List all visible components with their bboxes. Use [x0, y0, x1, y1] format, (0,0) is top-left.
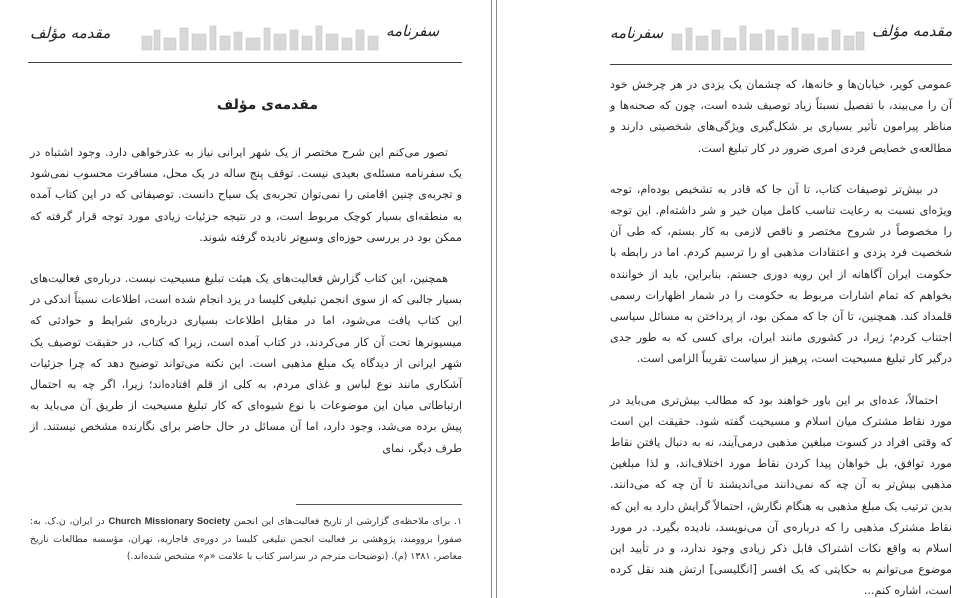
- paragraph: همچنین، این کتاب گزارش فعالیت‌های یک هیئت تبلیغ مسیحیت نیست. درباره‌ی فعالیت‌های بسیار جالبی که از سوی انجمن تبلیغی کلیسا در یزد انجام شده است، اطلاعات نسبتاً اندکی در این کتاب یافت می‌شود، اما در مقابل اطلاعات بسیاری درباره‌ی شرایط و حوادثی که میسیونرها تحت آن کار می‌کردند، در کتاب آمده است، زیرا که کتاب، در حقیقت توصیف یک شهر ایرانی از دیدگاه یک مبلغ مذهبی است. این نکته می‌تواند توضیح دهد که چرا جزئیات آشکاری مانند نوع لباس و غذای مردم، به کلی از قلم افتاده‌اند؛ زیرا، اگر چه به احتمال ارتباطاتی میان این موضوعات با نوع شیوه‌ای که کار تبلیغ مسیحیت از طریق آن می‌باید به پیش برده می‌شد، وجود دارد، اما آن مسائل در حال حاضر برای نگارنده مشخص نیستند. از طرف دیگر، نمای: [30, 272, 462, 455]
- paragraph: در بیش‌تر توصیفات کتاب، تا آن جا که قادر به تشخیص بوده‌ام، توجه ویژه‌ای نسبت به رعایت تناسب کامل میان خیر و شر داشته‌ام. این توجه را مخصوصاً در شروح مختصر و ناقص لازمی به کار بستم، که طی آن شخصیت فرد یزدی و اعتقادات مذهبی او را ترسیم کردم. اما در رابطه با حکومت ایران آگاهانه از این رویه دوری جستم. بنابراین، باید از خواننده بخواهم که تمام اشارات مربوط به حکومت را در شمار اظهارات رسمی قلمداد کند. همچنین، تا آن جا که ممکن بود، از پرداختن به مسائل سیاسی اجتناب کردم؛ زیرا، در کشوری مانند ایران، برای کسی که به طور جدی درگیر کار تبلیغ مسیحیت است، پرهیز از سیاست تقریباً الزامی است.: [610, 182, 952, 366]
- left-body-text: [30, 142, 462, 479]
- footnote-org-name: Church Missionary Society: [108, 515, 231, 526]
- footnote: [30, 512, 462, 566]
- header-logo-secondary: مقدمه مؤلف: [30, 24, 111, 42]
- footnote-rule: [296, 504, 462, 505]
- skyline-decoration: [670, 22, 866, 52]
- gutter-line: [491, 0, 492, 598]
- paragraph: احتمالاً، عده‌ای بر این باور خواهند بود که مطالب بیش‌تری می‌باید در مورد نقاط مشترک میان اسلام و مسیحیت گفته شود. حقیقت این است که وقتی افراد در کسوت مبلغین مذهبی درمی‌آیند، نه به دنبال یافتن نقاط مورد توافق، بل خواهان پیدا کردن نقاط مورد اختلاف‌اند، و لذا مبلغین مذهبی بیش‌تر به آن چه که نمی‌دانند می‌اندیشند تا آن چه که می‌دانند. بدین ترتیب یک مبلغ مذهبی به هنگام نگارش، احتمالاً گرایش دارد به این که نقاط مشترک مذهبی را که درباره‌ی آن می‌نویسد، نادیده بگیرد. در مورد اسلام به واقع نکات اشتراک قابل ذکر زیادی وجود ندارد، و در تأیید این موضوع می‌توانم به حکایتی که یک افسر [انگلیسی] ارتش هند نقل کرده است، اشاره کنم...: [610, 393, 952, 598]
- footnote-intro: ۱. برای ملاحظه‌ی گزارشی از تاریخ فعالیت‌های این انجمن: [233, 516, 462, 527]
- header-logo-main: مقدمه مؤلف: [872, 22, 953, 40]
- header-rule: [28, 62, 462, 63]
- paragraph: عمومی کویر، خیابان‌ها و خانه‌ها، که چشمان یک یزدی در هر چرخش خود آن را می‌بیند، با تفصیل نسبتاً زیاد توصیف شده است، چون که صحنه‌ها و مناظر پیرامون تأثیر بسیاری بر شکل‌گیری ویژگی‌های شخصیتی دارند و مطالعه‌ی خصایص فردی امری ضرور در کار تبلیغ است.: [610, 78, 952, 155]
- header-logo-main: سفرنامه: [386, 22, 440, 40]
- section-heading: مقدمه‌ی مؤلف: [216, 97, 318, 113]
- right-page-header: [610, 14, 953, 56]
- gutter-line: [496, 0, 497, 598]
- left-page-header: [30, 14, 460, 56]
- header-logo-secondary: سفرنامه: [610, 24, 664, 42]
- skyline-decoration: [140, 22, 380, 52]
- header-rule: [610, 64, 952, 65]
- footnote-text: در ایران، ن.ک. به: صفورا بروومند، پژوهشی بر فعالیت انجمن تبلیغی کلیسا در دوره‌ی قاجاریه، تهران، مؤسسه مطالعات تاریخ معاصر، ۱۳۸۱ (م). (توضیحات مترجم در سراسر کتاب با علامت «م» مشخص شده‌اند.): [30, 516, 462, 562]
- right-page: [498, 0, 974, 598]
- paragraph: تصور می‌کنم این شرح مختصر از یک شهر ایرانی نیاز به عذرخواهی دارد. وجود اشتباه در یک سفرنامه مسئله‌ی بعیدی نیست. توقف پنج ساله در یک محل، مسافرت محسوب نمی‌شود و تجربه‌ی چنین اقامتی را نمی‌توان تجربه‌ی یک سیاح دانست. توصیفاتی که در این کتاب آمده به منطقه‌ای بسیار کوچک مربوط است، و در نتیجه جزئیات زیادی مورد توجه قرار گرفته که ممکن بود در بررسی حوزه‌ای وسیع‌تر نادیده گرفته شوند.: [30, 146, 462, 244]
- right-body-text: [610, 74, 952, 598]
